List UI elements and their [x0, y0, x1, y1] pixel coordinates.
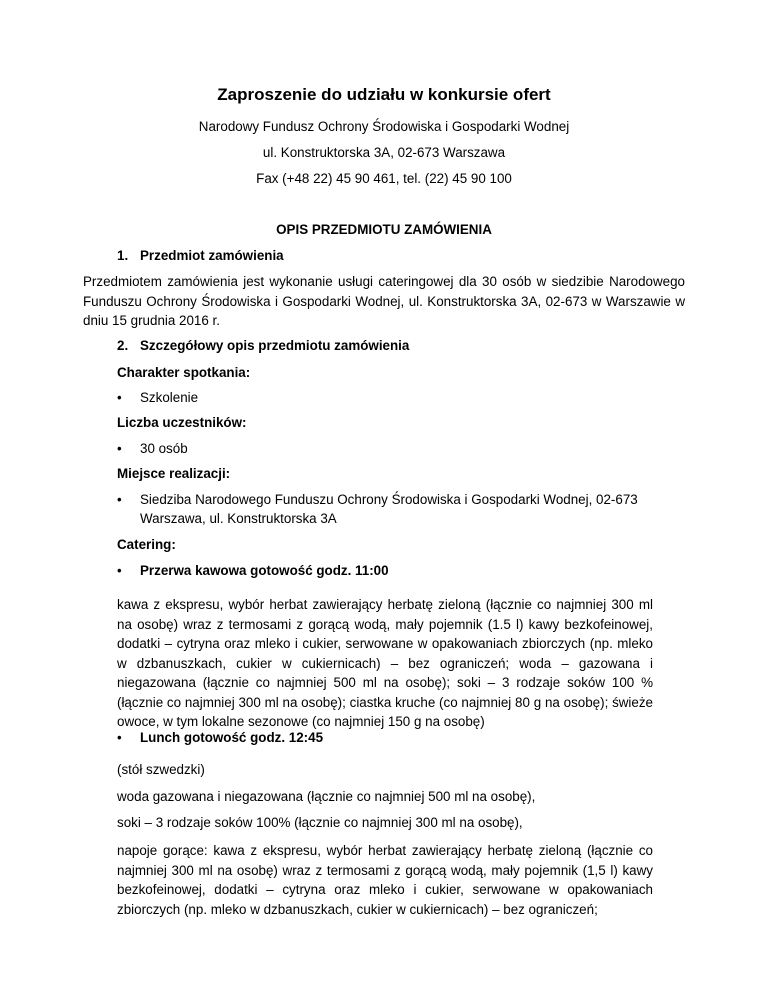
liczba-value: 30 osób [140, 441, 188, 456]
section1-number: 1. [117, 248, 129, 263]
liczba-label: Liczba uczestników: [117, 415, 247, 430]
lunch-style: (stół szwedzki) [117, 762, 205, 777]
org-contact: Fax (+48 22) 45 90 461, tel. (22) 45 90 100 [256, 171, 512, 186]
section1-heading: Przedmiot zamówienia [140, 248, 284, 263]
miejsce-line2: Warszawa, ul. Konstruktorska 3A [140, 511, 337, 526]
org-name: Narodowy Fundusz Ochrony Środowiska i Gospodarki Wodnej [198, 119, 570, 134]
lunch-heading: Lunch gotowość godz. 12:45 [140, 730, 324, 745]
section2-number: 2. [117, 338, 129, 353]
bullet-icon: • [117, 390, 122, 405]
catering-label: Catering: [117, 537, 176, 552]
lunch-hot-drinks: napoje gorące: kawa z ekspresu, wybór herbat zawierający herbatę zieloną (łącznie co najmniej 300 ml na osobę) wraz z termosami z gorącą wodą, mały pojemnik (1,5 l) kawy bezkofeinowej, dodatki – cytryna oraz mleko i cukier, serwowane w opakowaniach zbiorczych (np. mleko w dzbanuszkach, cukier w cukiernicach) – bez ograniczeń; [117, 843, 653, 917]
charakter-label: Charakter spotkania: [117, 365, 251, 380]
miejsce-line1: Siedziba Narodowego Funduszu Ochrony Środowiska i Gospodarki Wodnej, 02-673 [140, 492, 638, 507]
przerwa-text: kawa z ekspresu, wybór herbat zawierający herbatę zieloną (łącznie co najmniej 300 ml na osobę) wraz z termosami z gorącą wodą, mały pojemnik (1.5 l) kawy bezkofeinowej, dodatki – cytryna oraz mleko i cukier, serwowane w opakowaniach zbiorczych (np. mleko w dzbanuszkach, cukier w cukiernicach) – bez ograniczeń; woda – gazowana i niegazowana (łącznie co najmniej 500 ml na osobę); soki – 3 rodzaje soków 100 % (łącznie co najmniej 300 ml na osobę); ciastka kruche (co najmniej 80 g na osobę); świeże owoce, w tym lokalne sezonowe (co najmniej 150 g na osobę) [117, 597, 653, 729]
section1-text: Przedmiotem zamówienia jest wykonanie usługi cateringowej dla 30 osób w siedzibie Narodowego Funduszu Ochrony Środowiska i Gospodarki Wodnej, ul. Konstruktorska 3A, 02-673 w Warszawie w dniu 15 grudnia 2016 r. [83, 274, 685, 328]
org-address: ul. Konstruktorska 3A, 02-673 Warszawa [262, 145, 506, 160]
bullet-icon: • [117, 441, 122, 456]
lunch-juice: soki – 3 rodzaje soków 100% (łącznie co najmniej 300 ml na osobę), [117, 815, 523, 830]
miejsce-label: Miejsce realizacji: [117, 466, 231, 481]
bullet-icon: • [117, 492, 122, 507]
section-title: OPIS PRZEDMIOTU ZAMÓWIENIA [276, 222, 492, 237]
charakter-value: Szkolenie [140, 390, 199, 405]
section2-heading: Szczegółowy opis przedmiotu zamówienia [140, 338, 410, 353]
przerwa-heading: Przerwa kawowa gotowość godz. 11:00 [140, 563, 389, 578]
document-title: Zaproszenie do udziału w konkursie ofert [217, 85, 551, 104]
bullet-icon: • [117, 730, 122, 745]
bullet-icon: • [117, 563, 122, 578]
lunch-water: woda gazowana i niegazowana (łącznie co najmniej 500 ml na osobę), [117, 789, 536, 804]
